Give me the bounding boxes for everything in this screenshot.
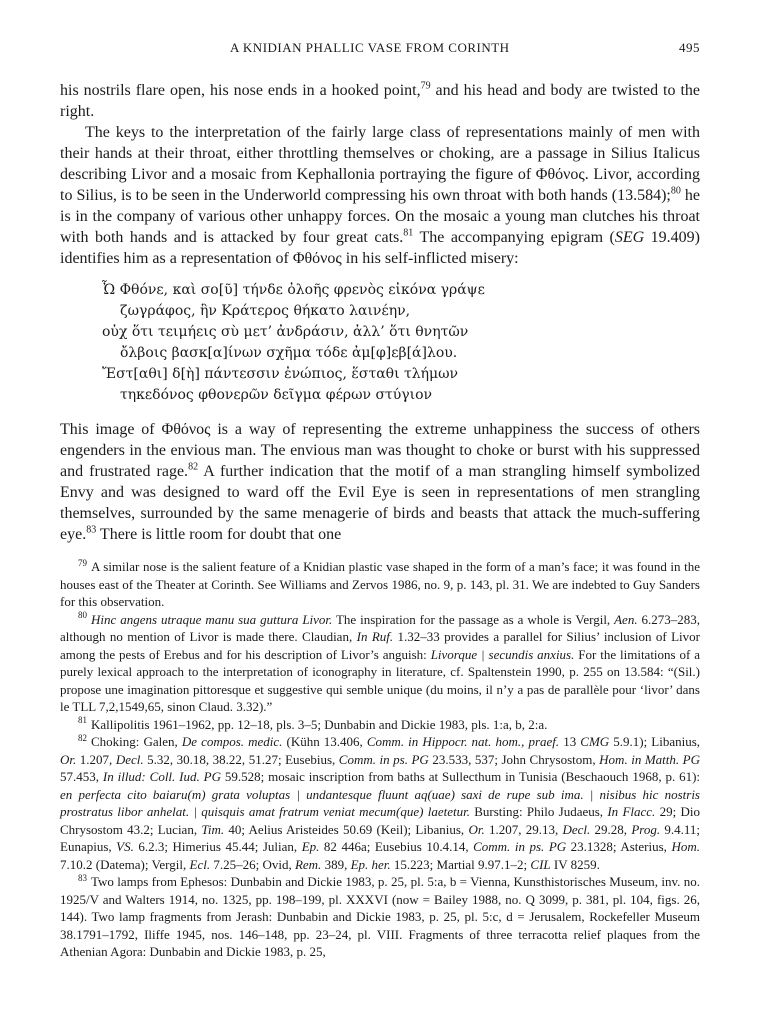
citation-title: Hom. in Matth. PG [599, 751, 701, 767]
citation-title: Hom. [671, 839, 700, 854]
footnote-text: Choking: Galen, [91, 734, 182, 749]
epigram-line-6: τηκεδόνος φθονερῶν δεῖγμα φέρων στύγιον [120, 387, 433, 403]
footnote-number: 82 [78, 732, 87, 743]
citation-title: VS. [116, 839, 134, 854]
running-title: A KNIDIAN PHALLIC VASE FROM CORINTH [230, 40, 510, 55]
footnote-text: 23.533, 537; John Chrysostom, [428, 751, 600, 767]
citation-title: Comm. in ps. PG [338, 751, 429, 767]
footnote-text: 13 [559, 734, 581, 749]
footnote-text: 6.273–283, although no mention of Livor is made there. Claudian, [60, 611, 701, 644]
footnote-82 [60, 733, 700, 873]
citation-title: Aen. [614, 611, 638, 627]
footnote-text: 5.9.1); Libanius, [609, 734, 701, 749]
footnotes [60, 558, 700, 961]
citation-title: Decl. [562, 821, 591, 837]
footnote-text: For the limitations of a purely lexical approach to the interpretation of iconography in literature, cf. Spaltenstein 1990, p. 255 on 13.584: “(Sil.) propose une imagination pittoresque et suggestive qui semble unique (du moins, il n’y a pas de parallèle pour ‘livor’ dans le TLL 7,2,1549,65, sinon Claud. 3.32).” [60, 646, 700, 714]
paragraph-1-tail: and his head and body are twisted to the right. [60, 82, 700, 120]
footnote-text: Bursting: Philo Judaeus, [469, 804, 608, 819]
footnote-text: 1.207, [76, 751, 116, 767]
footnote-text: 57.453, [60, 769, 103, 784]
footnote-text: Two lamps from Ephesos: Dunbabin and Dickie 1983, p. 25, pl. 5:a, b = Vienna, Kunsthistorisches Museum, inv. no. 1925/V and Walters 1914, no. 1325, pp. 198–199, pl. XXXVI (now = Bailey 1988, no. Q 3099, p. 381, pl. 104, figs. 26, 144). Two lamp fragments from Jerash: Dunbabin and Dickie 1983, p. 25, pl. 5:c, d = Jerusalem, Rockefeller Museum 38.1791–1792, Iliffe 1945, nos. 146–148, pp. 23–24, pl. VIII. Fragments of three terracotta relief plaques from the Athenian Agora: Dunbabin and Dickie 1983, p. 25, [60, 874, 700, 959]
footnote-text: 6.2.3; Himerius 45.44; Julian, [133, 839, 302, 854]
footnote-81 [60, 716, 700, 734]
footnote-text: 82 446a; Eusebius 10.4.14, [319, 839, 474, 854]
footnote-number: 80 [78, 610, 87, 621]
latin-quote: Hinc angens utraque manu sua guttura Livor. [91, 611, 333, 627]
epigram-line-4: ὄλβοις βασκ[α]ίνων σχῆμα τόδε ἀμ[φ]εβ[ά]λου. [120, 345, 458, 361]
footnote-number: 81 [78, 715, 87, 726]
footnote-text: 7.25–26; Ovid, [210, 856, 295, 872]
citation-title: Prog. [631, 821, 661, 837]
paragraph-3-part-c: There is little room for doubt that one [96, 526, 342, 543]
paragraph-3 [60, 419, 700, 545]
paragraph-2 [60, 122, 700, 269]
footnote-text: 389, [321, 856, 351, 872]
citation-title: Decl. [115, 751, 144, 767]
paragraph-1-text: his nostrils flare open, his nose ends in a hooked point, [60, 82, 421, 99]
footnote-ref-82[interactable]: 82 [188, 461, 199, 473]
footnote-text: 40; Aelius Aristeides 50.69 (Keil); Libanius, [224, 821, 469, 837]
footnote-text: The inspiration for the passage as a whole is Vergil, [332, 611, 615, 627]
footnote-text: A similar nose is the salient feature of a Knidian plastic vase shaped in the form of a man’s face; it was found in the houses east of the Theater at Corinth. See Williams and Zervos 1986, no. 9, p. 143, pl. 31. We are indebted to Guy Sanders for this observation. [60, 559, 700, 609]
running-head [230, 40, 700, 58]
paragraph-2-part-c: The accompanying epigram ( [413, 229, 615, 246]
footnote-ref-80[interactable]: 80 [670, 185, 681, 197]
epigram-line-1: Ὦ Φθόνε, καὶ σο[ῦ] τήνδε ὀλοῆς φρενὸς εἰκόνα γράψε [102, 282, 485, 298]
paragraph-1 [60, 80, 700, 122]
citation-title: Ecl. [189, 856, 211, 872]
paragraph-3-part-a: This image of Φθόνος is a way of representing the extreme unhappiness the success of others engenders in the envious man. The envious man was thought to choke or burst with his suppressed and frustrated rage. [60, 421, 700, 480]
footnote-number: 79 [78, 557, 87, 568]
greek-epigram [102, 280, 700, 406]
citation-title: Or. [60, 751, 77, 767]
citation-title: In illud: Coll. Iud. PG [102, 769, 221, 784]
latin-inscription: en perfecta cito baiaru(m) grata voluptas | undantesque fluunt aq(uae) saxi de rupe sub ima. | nisibus hic nostris prostratus libor anhelat. | quisquis amat fratrum veniat mecum(que) laetetur. [60, 786, 700, 819]
latin-quote: Livorque | secundis anxius. [430, 646, 575, 662]
citation-title: Ep. her. [350, 856, 391, 872]
page [60, 40, 700, 961]
footnote-text: 1.32–33 provides a parallel for Silius’ inclusion of Livor among the pests of Erebus and for his description of Livor’s anguish: [60, 629, 700, 662]
footnote-text: 7.10.2 (Datema); Vergil, [60, 856, 190, 872]
epigram-line-5: Ἔστ[αθι] δ[ὴ] πάντεσσιν ἐνώπιος, ἕσταθι τλήμων [102, 366, 459, 382]
citation-title: Tim. [201, 821, 225, 837]
footnote-text: (Kühn 13.406, [282, 734, 367, 749]
citation-title: Ep. [301, 839, 320, 854]
paragraph-2-part-d: 19.409) identifies him as a representation of Φθόνος in his self-inflicted misery: [60, 229, 701, 267]
epigram-line-2: ζωγράφος, ἣν Κράτερος θήκατο λαινέην, [120, 303, 411, 319]
citation-title: Comm. in ps. PG [473, 839, 567, 854]
citation-title: In Flacc. [607, 804, 656, 819]
footnote-text: 29; Dio Chrysostom 43.2; Lucian, [60, 804, 700, 837]
citation-title: CMG [580, 734, 610, 749]
footnote-ref-83[interactable]: 83 [86, 524, 97, 536]
citation-title: Rem. [294, 856, 322, 872]
footnote-text: Kallipolitis 1961–1962, pp. 12–18, pls. 3–5; Dunbabin and Dickie 1983, pls. 1:a, b, 2:a. [91, 716, 548, 732]
paragraph-3-part-b: A further indication that the motif of a man strangling himself symbolized Envy and was designed to ward off the Evil Eye is seen in representations of men strangling themselves, surrounded by the same menagerie of birds and beasts that attack the much-suffering eye. [60, 463, 701, 543]
footnote-text: 15.223; Martial 9.97.1–2; [390, 856, 531, 872]
footnote-text: 1.207, 29.13, [484, 821, 563, 837]
footnote-79 [60, 558, 700, 611]
footnote-text: 5.32, 30.18, 38.22, 51.27; Eusebius, [143, 751, 339, 767]
paragraph-2-part-a: The keys to the interpretation of the fairly large class of representations mainly of men with their hands at their throat, either throttling themselves or choking, are a passage in Silius Italicus describing Livor and a mosaic from Kephallonia portraying the figure of Φθόνος. Livor, according to Silius, is to be seen in the Underworld compressing his own throat with both hands (13.584); [60, 124, 700, 204]
paragraph-2-part-b: he is in the company of various other unhappy forces. On the mosaic a young man clutches his throat with both hands and is attacked by four great cats. [60, 187, 700, 246]
footnote-text: 59.528; mosaic inscription from baths at Sullecthum in Tunisia (Beschaouch 1968, p. 61): [220, 769, 701, 784]
footnote-ref-81[interactable]: 81 [403, 227, 414, 239]
footnote-text: 29.28, [590, 821, 632, 837]
citation-title: Or. [468, 821, 485, 837]
citation-title: In Ruf. [356, 629, 394, 644]
epigram-line-3: οὐχ ὅτι τειμήεις σὺ μετ’ ἀνδράσιν, ἀλλ’ ὅτι θνητῶν [102, 324, 469, 340]
citation-title: Comm. in Hippocr. nat. hom., praef. [366, 734, 560, 749]
footnote-text: 9.4.11; Eunapius, [60, 821, 701, 854]
footnote-80 [60, 611, 700, 716]
footnote-ref-79[interactable]: 79 [420, 80, 431, 92]
footnote-number: 83 [78, 872, 87, 883]
citation-title: CIL [530, 856, 551, 872]
seg-reference: SEG [614, 229, 645, 246]
footnote-text: IV 8259. [550, 856, 600, 872]
footnote-text: 23.1328; Asterius, [566, 839, 672, 854]
footnote-83 [60, 873, 700, 961]
citation-title: De compos. medic. [181, 734, 283, 749]
page-number: 495 [679, 40, 700, 55]
